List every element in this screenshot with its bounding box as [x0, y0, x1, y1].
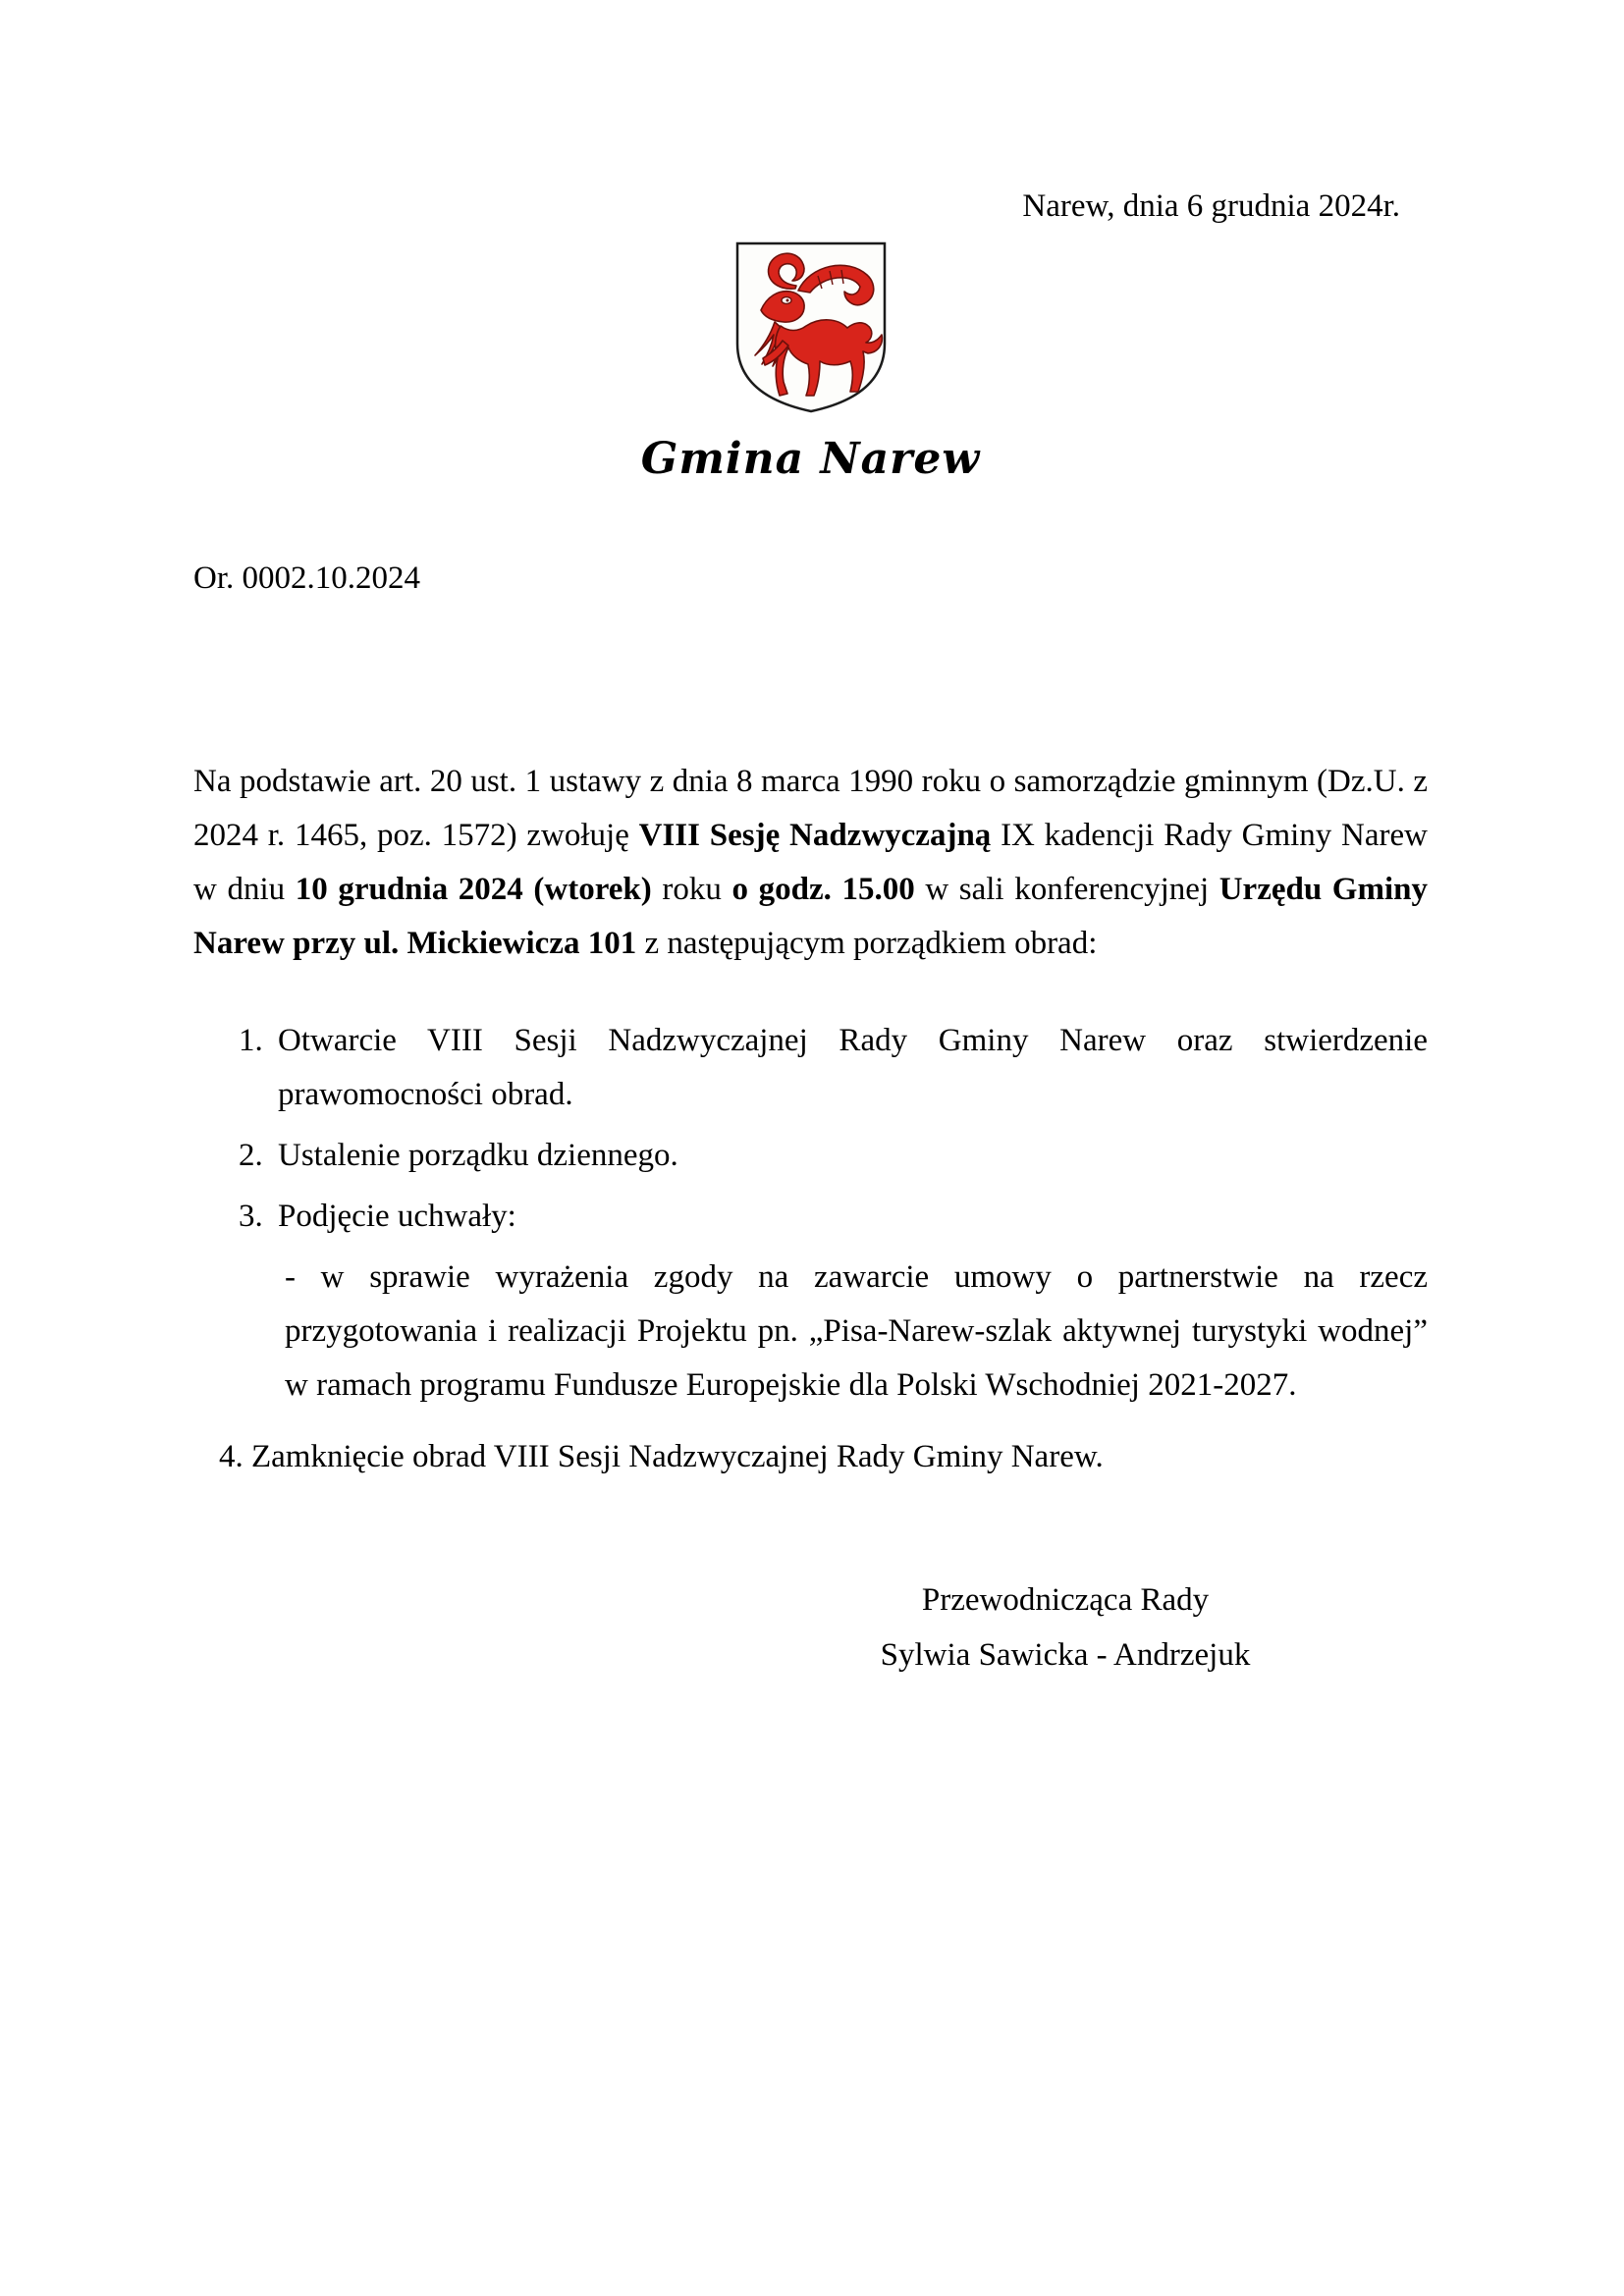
signature-block	[820, 1573, 1311, 1682]
agenda-item-1	[193, 1014, 1428, 1122]
agenda-list	[193, 1014, 1428, 1413]
agenda-item-text: Otwarcie VIII Sesji Nadzwyczajnej Rady Gminy Narew oraz stwierdzenie prawomocności obrad.	[278, 1023, 1428, 1112]
agenda-item-3	[193, 1190, 1428, 1244]
body-paragraph: Na podstawie art. 20 ust. 1 ustawy z dnia 8 marca 1990 roku o samorządzie gminnym (Dz.U. z 2024 r. 1465, poz. 1572) zwołuję VIII Sesję Nadzwyczajną IX kadencji Rady Gminy Narew w dniu 10 grudnia 2024 (wtorek) roku o godz. 15.00 w sali konferencyjnej Urzędu Gminy Narew przy ul. Mickiewicza 101 z następującym porządkiem obrad:	[193, 764, 1428, 961]
coat-of-arms-caption: Gmina Narew	[640, 434, 981, 484]
agenda-item-text: Ustalenie porządku dziennego.	[278, 1138, 678, 1173]
agenda-item-2	[193, 1129, 1428, 1183]
agenda-item-text: Podjęcie uchwały:	[278, 1199, 516, 1234]
agenda-item-number: 1.	[239, 1023, 263, 1058]
signature-name: Sylwia Sawicka - Andrzejuk	[880, 1637, 1251, 1673]
reference-number: Or. 0002.10.2024	[193, 561, 420, 596]
agenda-item-number: 2.	[239, 1138, 263, 1173]
date-line: Narew, dnia 6 grudnia 2024r.	[1022, 188, 1400, 224]
agenda-item-4: 4. Zamknięcie obrad VIII Sesji Nadzwyczajnej Rady Gminy Narew.	[219, 1439, 1104, 1474]
agenda-item-number: 3.	[239, 1199, 263, 1234]
agenda-item-3-subitem: - w sprawie wyrażenia zgody na zawarcie umowy o partnerstwie na rzecz przygotowania i realizacji Projektu pn. „Pisa-Narew-szlak aktywnej turystyki wodnej” w ramach programu Fundusze Europejskie dla Polski Wschodniej 2021-2027.	[285, 1259, 1428, 1403]
coat-of-arms	[193, 240, 1428, 484]
ram-coat-of-arms-icon	[733, 240, 889, 417]
signature-title: Przewodnicząca Rady	[921, 1582, 1210, 1618]
